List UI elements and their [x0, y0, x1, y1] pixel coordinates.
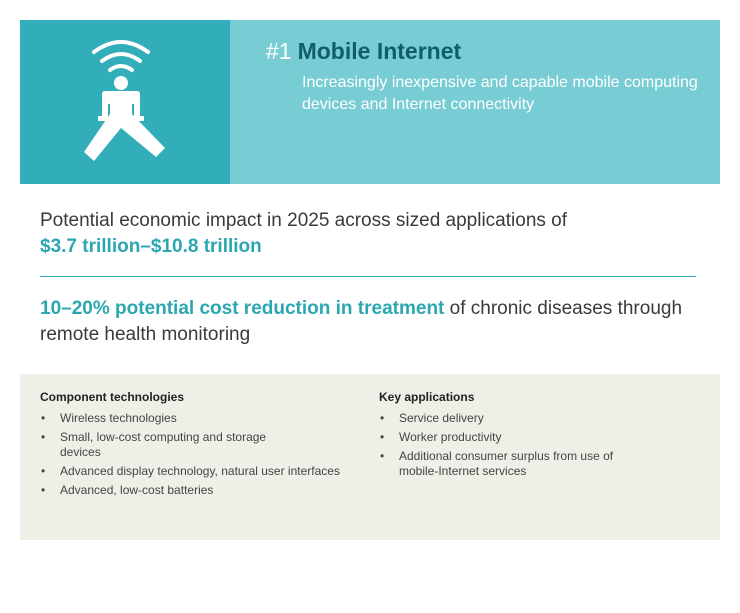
impact-value: $3.7 trillion–$10.8 trillion [40, 236, 262, 257]
component-technologies-list [40, 411, 340, 498]
divider [40, 276, 696, 277]
economic-impact [40, 208, 700, 260]
key-applications-heading: Key applications [379, 390, 475, 404]
key-applications [379, 390, 679, 483]
component-technologies [40, 390, 340, 502]
list-item: • Service delivery [379, 411, 679, 426]
list-item: • Wireless technologies [40, 411, 340, 426]
trend-number: #1 [266, 38, 292, 64]
trend-subtitle: Increasingly inexpensive and capable mobile computing devices and Internet connectivity [302, 74, 698, 113]
list-item: • Advanced, low-cost batteries [40, 483, 340, 498]
mobile-walking-person-icon [20, 20, 230, 184]
list-item: • Worker productivity [379, 430, 679, 445]
list-item: • Advanced display technology, natural user interfaces [40, 464, 340, 479]
stat-rest: of chronic diseases through remote health monitoring [40, 298, 683, 345]
key-statistic [40, 296, 690, 348]
trend-title: Mobile Internet [297, 38, 462, 64]
details-panel [20, 374, 720, 540]
component-technologies-heading: Component technologies [40, 390, 184, 404]
stat-highlight: 10–20% potential cost reduction in treatment [40, 298, 445, 319]
key-applications-list [379, 411, 679, 479]
list-item: • Additional consumer surplus from use of mobile-Internet services [379, 449, 679, 479]
list-item: • Small, low-cost computing and storage devices [40, 430, 340, 460]
icon-panel [20, 20, 230, 184]
page-title [266, 38, 461, 65]
header-banner [20, 20, 720, 184]
title-panel [230, 20, 720, 184]
impact-text: Potential economic impact in 2025 across sized applications of [40, 210, 568, 231]
